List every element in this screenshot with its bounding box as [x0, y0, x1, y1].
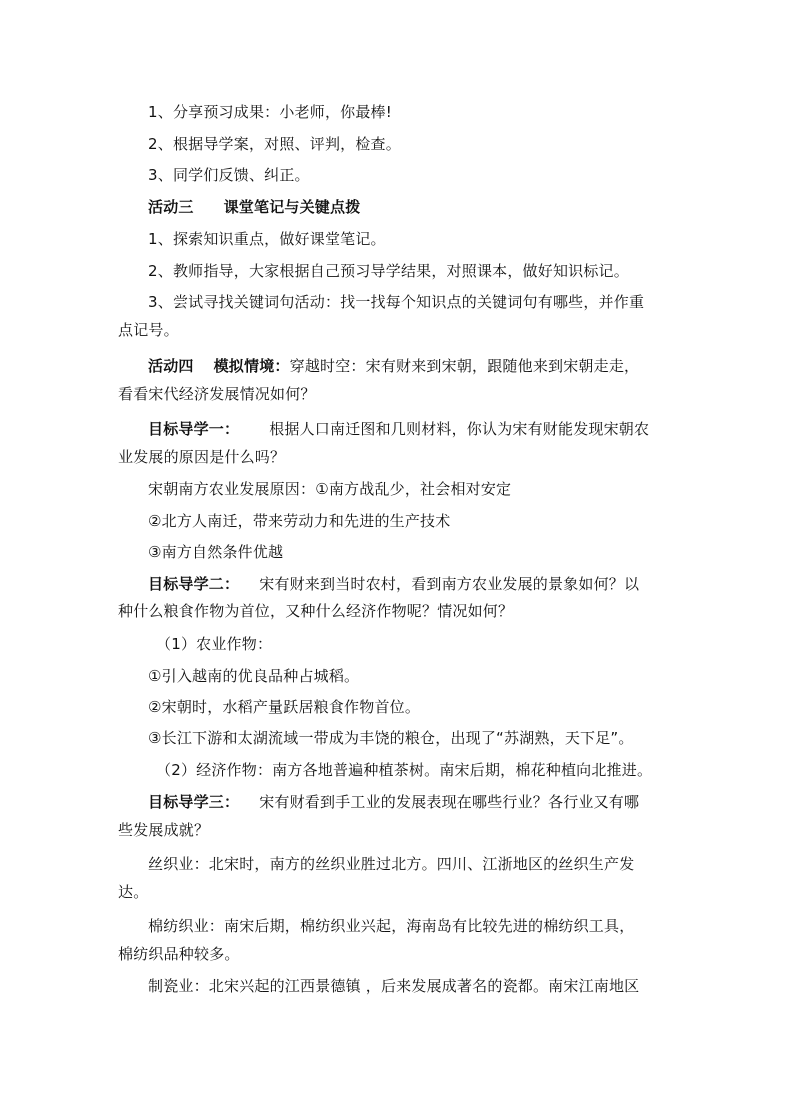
activity-4-title: 模拟情境：: [213, 357, 290, 375]
activity-3-label: 活动三: [148, 198, 194, 216]
goal-2-text-cont: 种什么粮食作物为首位，又种什么经济作物呢？情况如何？: [118, 602, 514, 620]
activity-4-heading: [148, 356, 674, 376]
goal-1-label: 目标导学一：: [148, 420, 240, 438]
step-2: 2、根据导学案，对照、评判，检查。: [148, 135, 401, 153]
crops-item-1: ①引入越南的优良品种占城稻。: [148, 667, 360, 685]
activity-3-item-2: 2、教师指导，大家根据自己预习导学结果，对照课本，做好知识标记。: [148, 262, 629, 280]
activity-4-text-cont: 看看宋代经济发展情况如何？: [118, 385, 316, 403]
goal-3-text: 宋有财看到手工业的发展表现在哪些行业？各行业又有哪: [259, 793, 640, 811]
silk-line-cont: 达。: [118, 883, 149, 901]
goal-2-heading: [148, 574, 674, 594]
activity-4-text: 穿越时空：宋有财来到宋朝，跟随他来到宋朝走走，: [289, 357, 640, 375]
goal-2-label: 目标导学二：: [148, 575, 240, 593]
goal-3-label: 目标导学三：: [148, 793, 240, 811]
cash-crops-line: （2）经济作物：南方各地普遍种植茶树。南宋后期，棉花种植向北推进。: [156, 761, 653, 779]
crops-heading: （1）农业作物：: [156, 635, 273, 653]
reason-line-2: ②北方人南迁，带来劳动力和先进的生产技术: [148, 512, 451, 530]
goal-1-text-cont: 业发展的原因是什么吗？: [118, 448, 286, 466]
silk-line: 丝织业：北宋时，南方的丝织业胜过北方。四川、江浙地区的丝织生产发: [148, 855, 635, 873]
crops-item-2: ②宋朝时，水稻产量跃居粮食作物首位。: [148, 698, 421, 716]
goal-3-text-cont: 些发展成就？: [118, 821, 210, 839]
porcelain-line: 制瓷业：北宋兴起的江西景德镇 ，后来发展成著名的瓷都。南宋江南地区: [148, 977, 640, 995]
step-3: 3、同学们反馈、纠正。: [148, 166, 310, 184]
step-1: 1、分享预习成果：小老师，你最棒!: [148, 103, 392, 121]
cotton-line: 棉纺织业：南宋后期，棉纺织业兴起，海南岛有比较先进的棉纺织工具，: [148, 917, 635, 935]
activity-3-heading: [148, 197, 674, 217]
activity-4-label: 活动四: [148, 357, 194, 375]
crops-item-3: ③长江下游和太湖流域一带成为丰饶的粮仓，出现了“苏湖熟，天下足”。: [148, 729, 634, 747]
goal-1-heading: [148, 419, 674, 439]
reason-line-3: ③南方自然条件优越: [148, 543, 284, 561]
activity-3-item-1: 1、探索知识重点，做好课堂笔记。: [148, 230, 386, 248]
activity-3-item-3-cont: 点记号。: [118, 321, 179, 339]
activity-3-item-3: 3、尝试寻找关键词句活动：找一找每个知识点的关键词句有哪些，并作重: [148, 293, 645, 311]
goal-2-text: 宋有财来到当时农村，看到南方农业发展的景象如何？以: [259, 575, 640, 593]
goal-1-text: 根据人口南迁图和几则材料，你认为宋有财能发现宋朝农: [269, 420, 650, 438]
cotton-line-cont: 棉纺织品种较多。: [118, 945, 240, 963]
activity-3-title: 课堂笔记与关键点拨: [223, 198, 361, 216]
goal-3-heading: [148, 792, 674, 812]
reason-line-1: 宋朝南方农业发展原因：①南方战乱少，社会相对安定: [148, 480, 512, 498]
